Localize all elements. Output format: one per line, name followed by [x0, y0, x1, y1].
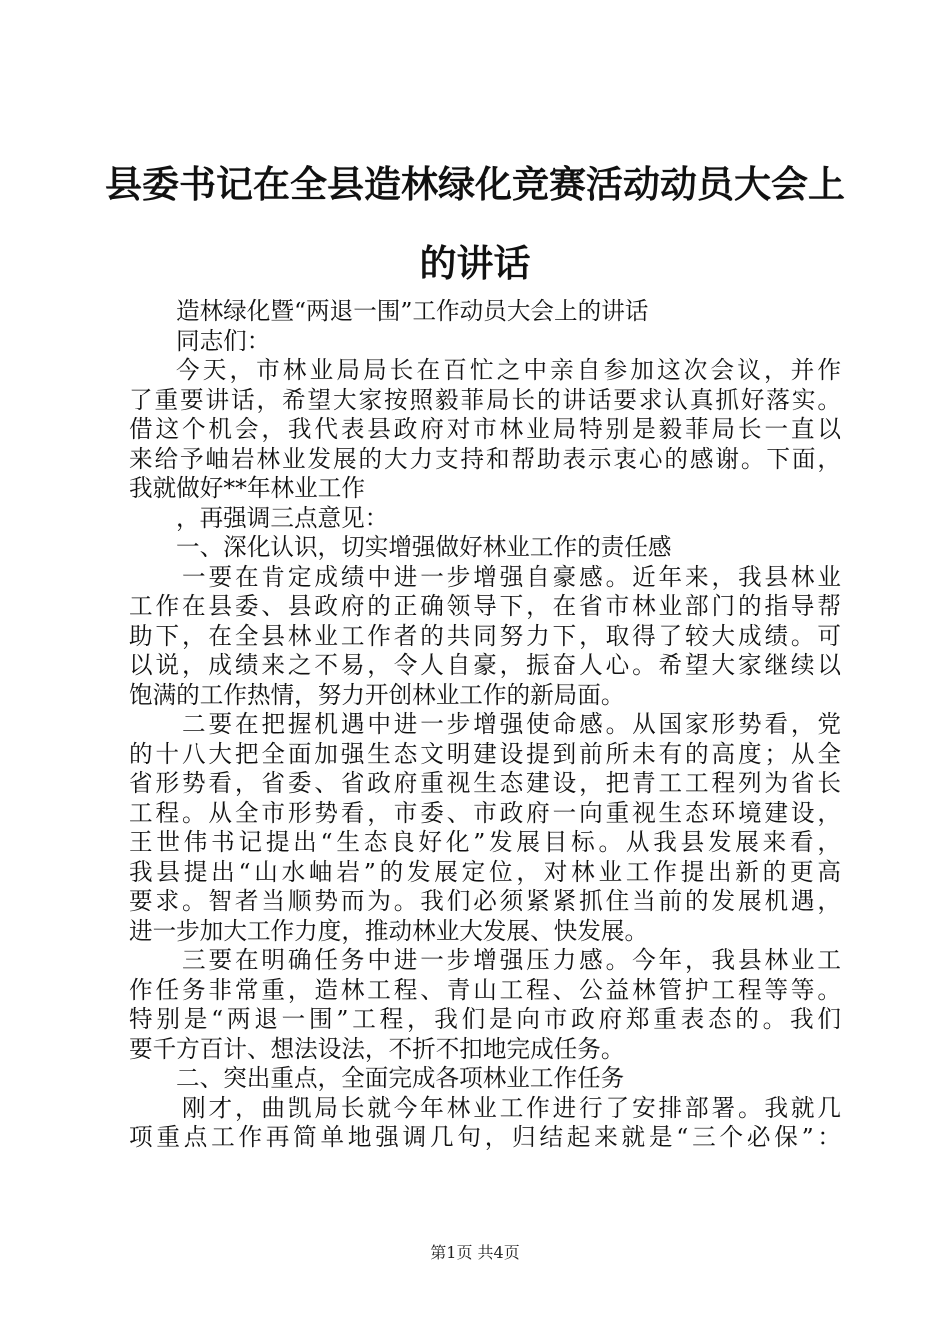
paragraph-line: 项重点工作再简单地强调几句，归结起来就是“三个必保”：	[129, 1123, 841, 1151]
subtitle-line: 造林绿化暨“两退一围”工作动员大会上的讲话	[176, 297, 649, 325]
paragraph-line: 特别是“两退一围”工程，我们是向市政府郑重表态的。我们	[129, 1005, 841, 1033]
paragraph-line: 作任务非常重，造林工程、青山工程、公益林管护工程等等。	[129, 975, 841, 1004]
paragraph-line: 二要在把握机遇中进一步增强使命感。从国家形势看，党	[182, 710, 841, 738]
paragraph-line: 进一步加大工作力度，推动林业大发展、快发展。	[129, 916, 649, 945]
paragraph-line: 王世伟书记提出“生态良好化”发展目标。从我县发展来看，	[129, 828, 841, 856]
paragraph-line: 工作在县委、县政府的正确领导下，在省市林业部门的指导帮	[129, 592, 841, 620]
paragraph-line: 以说，成绩来之不易，令人自豪，振奋人心。希望大家继续以	[129, 651, 841, 679]
paragraph-line: 我就做好**年林业工作	[129, 474, 365, 502]
salutation: 同志们：	[176, 326, 271, 355]
paragraph-line: 今天，市林业局局长在百忙之中亲自参加这次会议，并作	[176, 356, 841, 384]
page-footer: 第1页 共4页	[430, 1243, 520, 1262]
paragraph-line: 饱满的工作热情，努力开创林业工作的新局面。	[129, 680, 625, 709]
paragraph-line: 助下，在全县林业工作者的共同努力下，取得了较大成绩。可	[129, 621, 841, 650]
paragraph-line: 借这个机会，我代表县政府对市林业局特别是毅菲局长一直以	[129, 415, 841, 443]
section-heading-1: 一、深化认识，切实增强做好林业工作的责任感	[176, 533, 672, 561]
paragraph-line: 要求。智者当顺势而为。我们必须紧紧抓住当前的发展机遇，	[129, 887, 841, 915]
paragraph-line: 我县提出“山水岫岩”的发展定位，对林业工作提出新的更高	[129, 857, 841, 886]
section-heading-2: 二、突出重点，全面完成各项林业工作任务	[176, 1064, 625, 1092]
paragraph-line: 刚才，曲凯局长就今年林业工作进行了安排部署。我就几	[182, 1093, 841, 1122]
document-title-line-2: 的讲话	[419, 242, 531, 285]
paragraph-line: 工程。从全市形势看，市委、市政府一向重视生态环境建设，	[129, 798, 841, 827]
paragraph-line: ，再强调三点意见：	[176, 503, 389, 532]
paragraph-line: 三要在明确任务中进一步增强压力感。今年，我县林业工	[182, 946, 841, 974]
paragraph-line: 来给予岫岩林业发展的大力支持和帮助表示衷心的感谢。下面，	[129, 444, 841, 473]
paragraph-line: 要千方百计、想法设法，不折不扣地完成任务。	[129, 1034, 625, 1063]
paragraph-line: 一要在肯定成绩中进一步增强自豪感。近年来，我县林业	[182, 562, 841, 591]
document-title-line-1: 县委书记在全县造林绿化竞赛活动动员大会上	[105, 163, 845, 206]
document-body	[129, 297, 841, 1153]
paragraph-line: 的十八大把全面加强生态文明建设提到前所未有的高度；从全	[129, 739, 841, 768]
paragraph-line: 省形势看，省委、省政府重视生态建设，把青工工程列为省长	[129, 769, 841, 797]
paragraph-line: 了重要讲话，希望大家按照毅菲局长的讲话要求认真抓好落实。	[129, 385, 841, 414]
